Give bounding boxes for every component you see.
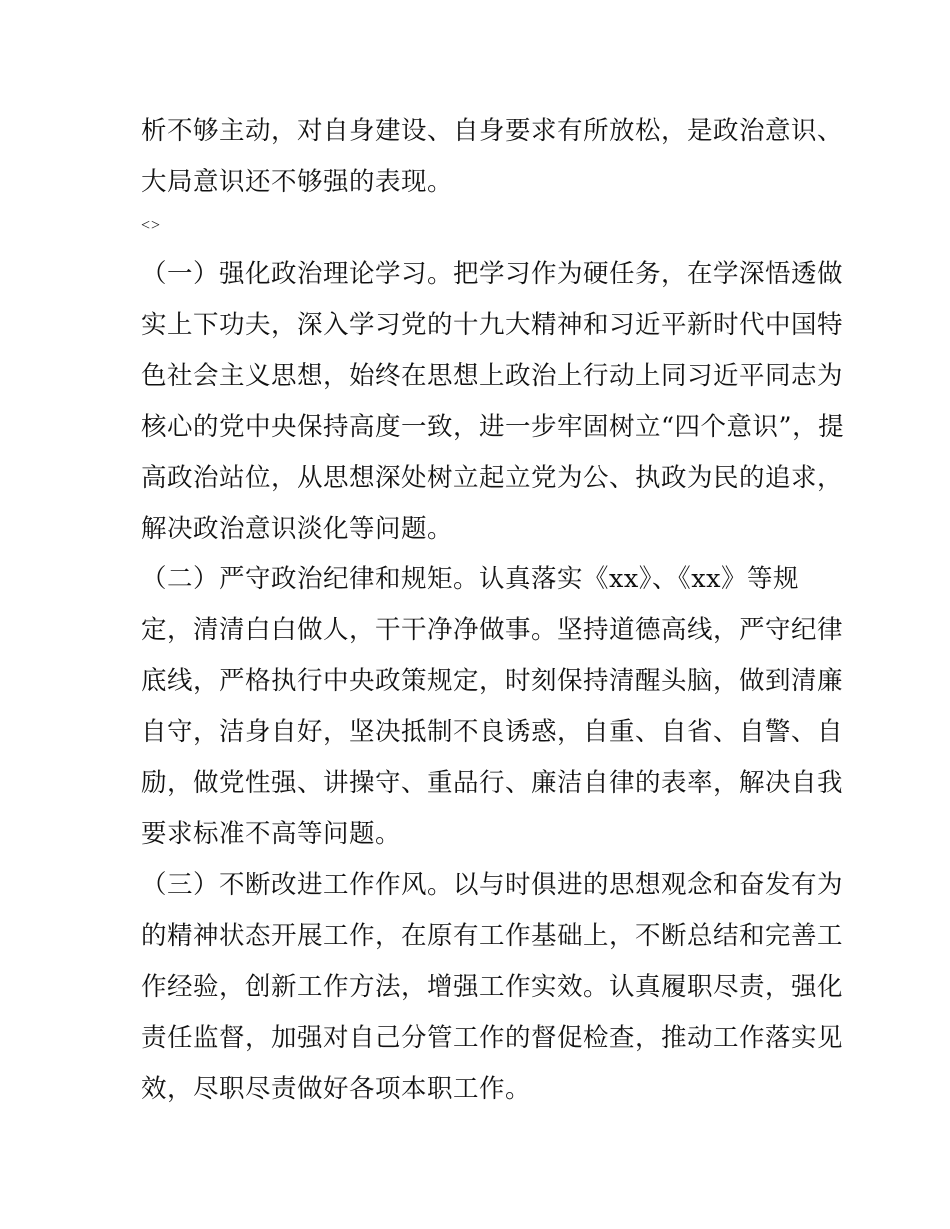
section-2-heading-line: （二）严守政治纪律和规矩。认真落实《xx》、《xx》等规 <box>141 564 800 594</box>
paragraph-line: 效，尽职尽责做好各项本职工作。 <box>141 1074 532 1104</box>
paragraph-line: 析不够主动，对自身建设、自身要求有所放松，是政治意识、 <box>141 116 844 146</box>
paragraph-line: 的精神状态开展工作，在原有工作基础上，不断总结和完善工 <box>141 921 844 951</box>
paragraph-line: 高政治站位，从思想深处树立起立党为公、执政为民的追求， <box>141 463 844 493</box>
section-1-heading-line: （一）强化政治理论学习。把学习作为硬任务，在学深悟透做 <box>141 259 844 289</box>
paragraph-line: 责任监督，加强对自己分管工作的督促检查，推动工作落实见 <box>141 1023 844 1053</box>
paragraph-line: 底线，严格执行中央政策规定，时刻保持清醒头脑，做到清廉 <box>141 666 844 696</box>
paragraph-line: 色社会主义思想，始终在思想上政治上行动上同习近平同志为 <box>141 361 844 391</box>
paragraph-line: 定，清清白白做人，干干净净做事。坚持道德高线，严守纪律 <box>141 615 844 645</box>
placeholder-marker: <> <box>141 217 162 234</box>
paragraph-line: 自守，洁身自好，坚决抵制不良诱惑，自重、自省、自警、自 <box>141 717 844 747</box>
paragraph-line: 作经验，创新工作方法，增强工作实效。认真履职尽责，强化 <box>141 972 844 1002</box>
paragraph-line: 励，做党性强、讲操守、重品行、廉洁自律的表率，解决自我 <box>141 768 844 798</box>
paragraph-line: 大局意识还不够强的表现。 <box>141 167 454 197</box>
paragraph-line: 要求标准不高等问题。 <box>141 819 402 849</box>
paragraph-line: 核心的党中央保持高度一致，进一步牢固树立“四个意识”，提 <box>141 412 845 442</box>
paragraph-line: 解决政治意识淡化等问题。 <box>141 514 454 544</box>
section-3-heading-line: （三）不断改进工作作风。以与时俱进的思想观念和奋发有为 <box>141 870 844 900</box>
paragraph-line: 实上下功夫，深入学习党的十九大精神和习近平新时代中国特 <box>141 310 844 340</box>
